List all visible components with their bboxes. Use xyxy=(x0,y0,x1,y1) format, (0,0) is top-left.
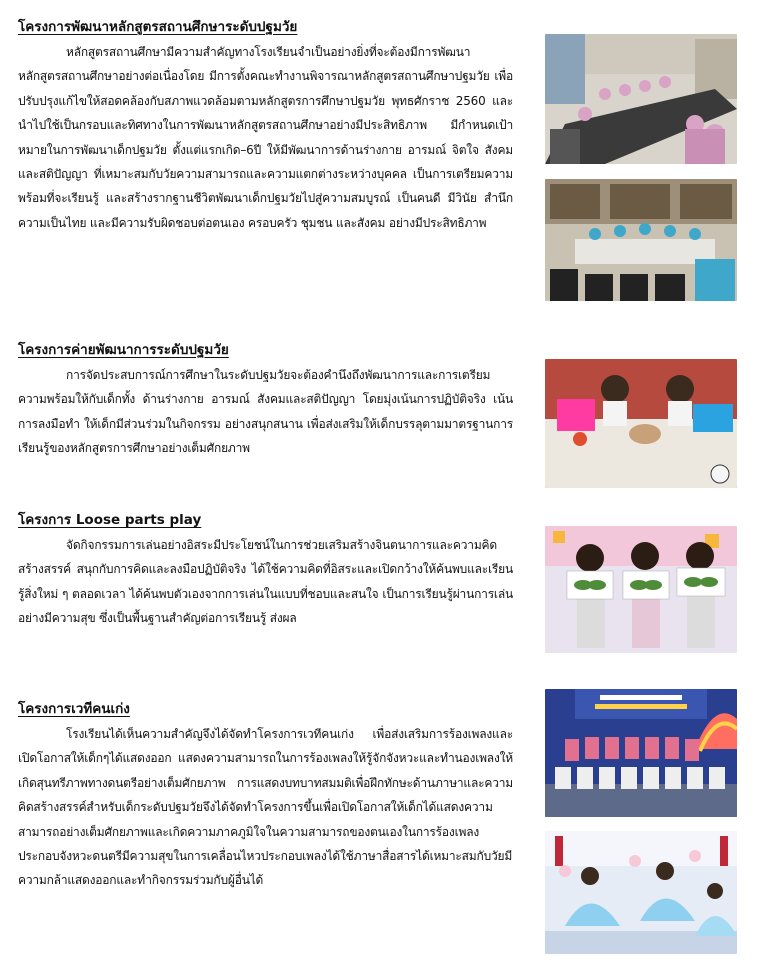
dance-photo xyxy=(545,831,737,954)
section-development-camp xyxy=(18,340,513,461)
section-talent-stage xyxy=(18,699,513,893)
section-heading: โครงการพัฒนาหลักสูตรสถานศึกษาระดับปฐมวัย xyxy=(18,19,298,35)
section-heading: โครงการเวทีคนเก่ง xyxy=(18,701,130,717)
meeting-photo-1 xyxy=(545,34,737,164)
section-heading: โครงการ Loose parts play xyxy=(18,512,202,528)
camp-photo xyxy=(545,359,737,488)
section-body: การจัดประสบการณ์การศึกษาในระดับปฐมวัยจะต้องคำนึงถึงพัฒนาการและการเตรียมความพร้อมให้กับเด็กทั้ง ด้านร่างกาย อารมณ์ สังคมและสติปัญญา โดยมุ่งเน้นการปฏิบัติจริง เน้นการลงมือทำ ให้เด็กมีส่วนร่วมในกิจกรรม อย่างสนุกสนาน เพื่อส่งเสริมให้เด็กบรรลุตามมาตรฐานการเรียนรู้ของหลักสูตรการศึกษาอย่างเต็มศักยภาพ xyxy=(18,368,513,456)
loose-parts-photo xyxy=(545,526,737,653)
meeting-photo-2 xyxy=(545,179,737,301)
section-body: จัดกิจกรรมการเล่นอย่างอิสระมีประโยชน์ในการช่วยเสริมสร้างจินตนาการและความคิดสร้างสรรค์ สนุกกับการคิดและลงมือปฏิบัติจริง ได้ใช้ความคิดที่อิสระและเปิดกว้างให้ค้นพบและเรียนรู้สิ่งใหม่ ๆ ตลอดเวลา ได้ค้นพบตัวเองจากการเล่นในแบบที่ชอบและสนใจ เป็นการเรียนรู้ผ่านการเล่นอย่างมีความสุข ซึ่งเป็นพื้นฐานสำคัญต่อการเรียนรู้ ส่งผล xyxy=(18,538,513,626)
section-heading: โครงการค่ายพัฒนาการระดับปฐมวัย xyxy=(18,342,229,358)
section-body: โรงเรียนได้เห็นความสำคัญจึงได้จัดทำโครงการเวทีคนเก่ง เพื่อส่งเสริมการร้องเพลงและเปิดโอกาสให้เด็กๆได้แสดงออก แสดงความสามารถในการร้องเพลงให้รู้จักจังหวะและทำนองเพลงให้เกิดสุนทรีภาพทางดนตรีอย่างเต็มศักยภาพ การแสดงบทบาทสมมติเพื่อฝึกทักษะด้านภาษาและความคิดสร้างสรรค์สำหรับเด็กระดับปฐมวัยจึงได้จัดทำโครงการขึ้นเพื่อเปิดโอกาสให้เด็กได้แสดงความสามารถอย่างเต็มศักยภาพและเกิดความภาคภูมิใจในความสามารถของตนเองในการร้องเพลงประกอบจังหวะดนตรีมีความสุขในการเคลื่อนไหวประกอบเพลงได้ใช้ภาษาสื่อสารได้เหมาะสมกับวัยมีความกล้าแสดงออกและทำกิจกรรมร่วมกับผู้อื่นได้ xyxy=(18,727,513,888)
section-curriculum xyxy=(18,17,513,235)
section-loose-parts xyxy=(18,510,513,631)
section-body: หลักสูตรสถานศึกษามีความสำคัญทางโรงเรียนจำเป็นอย่างยิ่งที่จะต้องมีการพัฒนาหลักสูตรสถานศึกษาอย่างต่อเนื่องโดย มีการตั้งคณะทำงานพิจารณาหลักสูตรสถานศึกษาปฐมวัย เพื่อปรับปรุงแก้ไขให้สอดคล้องกับสภาพแวดล้อมตามหลักสูตรการศึกษาปฐมวัย พุทธศักราช 2560 และนำไปใช้เป็นกรอบและทิศทางในการพัฒนาหลักสูตรสถานศึกษาอย่างมีประสิทธิภาพ มีกำหนดเป้าหมายในการพัฒนาเด็กปฐมวัย ตั้งแต่แรกเกิด–6ปี ให้มีพัฒนาการด้านร่างกาย อารมณ์ จิตใจ สังคม และสติปัญญา ที่เหมาะสมกับวัยความสามารถและความแตกต่างระหว่างบุคคล เป็นการเตรียมความพร้อมที่จะเรียนรู้ และสร้างรากฐานชีวิตพัฒนาเด็กปฐมวัยไปสู่ความสมบูรณ์ เป็นคนดี มีวินัย สำนึกความเป็นไทย และมีความรับผิดชอบต่อตนเอง ครอบครัว ชุมชน และสังคม อย่างมีประสิทธิภาพ xyxy=(18,45,513,230)
stage-group-photo xyxy=(545,689,737,817)
